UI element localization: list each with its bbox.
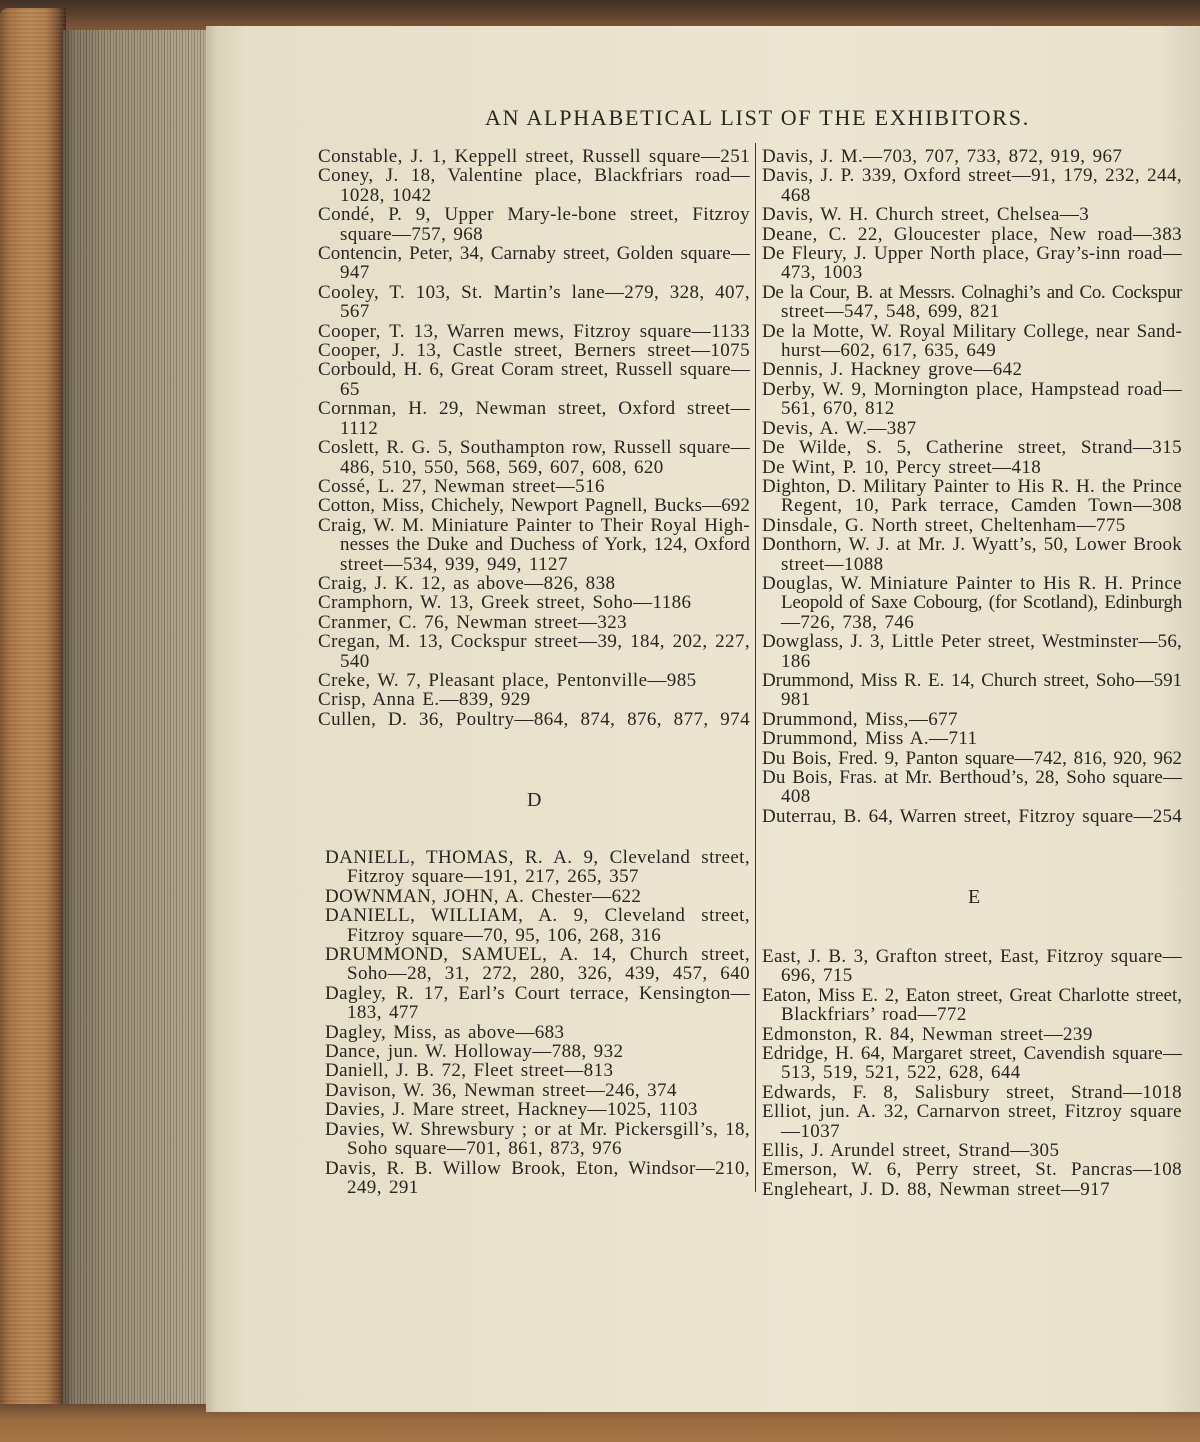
entry-continuation-line: Fitzroy square—191, 217, 265, 357	[347, 866, 639, 888]
exhibitor-entry	[762, 1141, 1182, 1160]
entry-first-line: De Wint, P. 10, Percy street—418	[762, 456, 1042, 478]
entry-continuation-line: Soho—28, 31, 272, 280, 326, 439, 457, 640	[347, 963, 750, 985]
entry-continuation-line: street—547, 548, 699, 821	[781, 301, 1000, 323]
entry-first-line: Cornman, H. 29, Newman street, Oxford street—	[318, 398, 750, 420]
page-heading: AN ALPHABETICAL LIST OF THE EXHIBITORS.	[485, 105, 1030, 130]
exhibitor-entry	[762, 535, 1182, 574]
entry-continuation-line: 473, 1003	[781, 262, 863, 284]
entry-first-line: Cullen, D. 36, Poultry—864, 874, 876, 877, 974	[318, 708, 750, 730]
left-column-section-entries	[325, 848, 750, 1197]
entry-first-line: Du Bois, Fred. 9, Panton square—742, 816, 920, 962	[762, 747, 1182, 769]
entry-first-line: Edmonston, R. 84, Newman street—239	[762, 1023, 1093, 1045]
entry-continuation-line: 947	[340, 262, 370, 284]
exhibitor-entry	[318, 690, 750, 709]
exhibitor-entry	[762, 322, 1182, 361]
exhibitor-entry	[762, 1180, 1182, 1199]
entry-first-line: Craig, J. K. 12, as above—826, 838	[318, 572, 616, 594]
entry-first-line: De la Motte, W. Royal Military College, near Sand-	[762, 320, 1182, 342]
entry-first-line: Cooper, J. 13, Castle street, Berners street—1075	[318, 340, 750, 362]
exhibitor-entry	[318, 399, 750, 438]
entry-first-line: Creke, W. 7, Pleasant place, Pentonville—985	[318, 669, 697, 691]
exhibitor-entry	[318, 613, 750, 632]
entry-first-line: Donthorn, W. J. at Mr. J. Wyatt’s, 50, Lower Brook	[762, 534, 1182, 556]
entry-first-line: Cramphorn, W. 13, Greek street, Soho—1186	[318, 592, 692, 614]
entry-first-line: Ellis, J. Arundel street, Strand—305	[762, 1140, 1060, 1162]
exhibitor-entry	[318, 477, 750, 496]
entry-first-line: Davies, W. Shrewsbury ; or at Mr. Pickersgill’s, 18,	[325, 1118, 750, 1140]
exhibitor-entry	[318, 283, 750, 322]
entry-continuation-line: Leopold of Saxe Cobourg, (for Scotland), Edinburgh	[781, 592, 1182, 614]
exhibitor-entry	[325, 1100, 750, 1119]
exhibitor-entry	[318, 244, 750, 283]
entry-continuation-line: street—534, 939, 949, 1127	[340, 553, 568, 575]
exhibitor-entry	[325, 848, 750, 887]
entry-first-line: Dagley, Miss, as above—683	[325, 1021, 565, 1043]
exhibitor-entry	[762, 516, 1182, 535]
entry-continuation-line: —726, 738, 746	[781, 611, 915, 633]
exhibitor-entry	[325, 1042, 750, 1061]
entry-first-line: Drummond, Miss,—677	[762, 708, 958, 730]
entry-first-line: Cooper, T. 13, Warren mews, Fitzroy square—1133	[318, 320, 750, 342]
exhibitor-entry	[318, 322, 750, 341]
entry-first-line: Edwards, F. 8, Salisbury street, Strand—1018	[762, 1081, 1182, 1103]
exhibitor-entry	[762, 947, 1182, 986]
entry-continuation-line: 696, 715	[781, 965, 853, 987]
exhibitor-entry	[762, 1160, 1182, 1179]
exhibitor-entry	[762, 147, 1182, 166]
entry-first-line: De Wilde, S. 5, Catherine street, Strand—315	[762, 437, 1182, 459]
entry-continuation-line: 65	[340, 378, 360, 400]
entry-first-line: Dagley, R. 17, Earl’s Court terrace, Kensington—	[325, 982, 750, 1004]
entry-continuation-line: 486, 510, 550, 568, 569, 607, 608, 620	[340, 456, 664, 478]
exhibitor-entry	[762, 710, 1182, 729]
entry-first-line: DANIELL, THOMAS, R. A. 9, Cleveland street,	[325, 847, 750, 868]
book-cover-spine-edge	[0, 8, 66, 1434]
entry-continuation-line: Fitzroy square—70, 95, 106, 268, 316	[347, 924, 662, 946]
entry-continuation-line: Soho square—701, 861, 873, 976	[347, 1138, 622, 1160]
entry-first-line: Edridge, H. 64, Margaret street, Cavendish square—	[762, 1043, 1182, 1065]
entry-continuation-line: 1028, 1042	[340, 184, 432, 206]
exhibitor-entry	[762, 225, 1182, 244]
exhibitor-entry	[318, 593, 750, 612]
exhibitor-entry	[762, 1102, 1182, 1141]
exhibitor-entry	[318, 574, 750, 593]
entry-first-line: Davis, W. H. Church street, Chelsea—3	[762, 204, 1090, 226]
entry-first-line: Cregan, M. 13, Cockspur street—39, 184, 202, 227,	[318, 631, 750, 653]
entry-first-line: Cotton, Miss, Chichely, Newport Pagnell, Bucks—692	[318, 495, 750, 517]
entry-first-line: DRUMMOND, SAMUEL, A. 14, Church street,	[325, 944, 750, 966]
exhibitor-entry	[318, 438, 750, 477]
right-column-entries	[762, 147, 1182, 826]
entry-continuation-line: Regent, 10, Park terrace, Camden Town—308	[781, 495, 1182, 517]
entry-continuation-line: 186	[781, 650, 811, 672]
entry-first-line: Duterrau, B. 64, Warren street, Fitzroy square—254	[762, 805, 1182, 827]
exhibitor-entry	[762, 283, 1182, 322]
entry-first-line: Condé, P. 9, Upper Mary-le-bone street, Fitzroy	[318, 204, 750, 226]
entry-first-line: De Fleury, J. Upper North place, Gray’s-inn road—	[762, 243, 1182, 265]
exhibitor-entry	[762, 438, 1182, 457]
entry-first-line: Emerson, W. 6, Perry street, St. Pancras—108	[762, 1159, 1182, 1181]
section-letter-e: E	[968, 886, 981, 908]
entry-first-line: DOWNMAN, JOHN, A. Chester—622	[325, 885, 642, 907]
entry-first-line: Dennis, J. Hackney grove—642	[762, 359, 1023, 381]
exhibitor-entry	[762, 360, 1182, 379]
exhibitor-entry	[318, 205, 750, 244]
exhibitor-entry	[762, 1025, 1182, 1044]
exhibitor-entry	[762, 205, 1182, 224]
entry-continuation-line: 468	[781, 184, 811, 206]
page-block-edges	[62, 30, 212, 1410]
exhibitor-entry	[762, 166, 1182, 205]
exhibitor-entry	[318, 147, 750, 166]
exhibitor-entry	[325, 1120, 750, 1159]
exhibitor-entry	[762, 380, 1182, 419]
entry-first-line: Contencin, Peter, 34, Carnaby street, Golden square—	[318, 243, 750, 265]
entry-first-line: Derby, W. 9, Mornington place, Hampstead road—	[762, 378, 1182, 400]
entry-first-line: DANIELL, WILLIAM, A. 9, Cleveland street,	[325, 905, 750, 927]
entry-first-line: Davis, R. B. Willow Brook, Eton, Windsor—210,	[325, 1157, 750, 1179]
exhibitor-entry	[762, 807, 1182, 826]
exhibitor-entry	[318, 671, 750, 690]
entry-first-line: Eaton, Miss E. 2, Eaton street, Great Charlotte street,	[762, 984, 1182, 1006]
exhibitor-entry	[762, 1083, 1182, 1102]
entry-first-line: Engleheart, J. D. 88, Newman street—917	[762, 1178, 1110, 1200]
exhibitor-entry	[318, 166, 750, 205]
entry-first-line: Davis, J. M.—703, 707, 733, 872, 919, 967	[762, 146, 1123, 167]
exhibitor-entry	[762, 477, 1182, 516]
entry-first-line: Dance, jun. W. Holloway—788, 932	[325, 1041, 624, 1063]
entry-first-line: Dinsdale, G. North street, Cheltenham—775	[762, 514, 1126, 536]
exhibitor-entry	[318, 710, 750, 729]
entry-first-line: Cooley, T. 103, St. Martin’s lane—279, 328, 407,	[318, 281, 750, 303]
exhibitor-entry	[325, 906, 750, 945]
entry-first-line: Constable, J. 1, Keppell street, Russell square—251	[318, 146, 750, 167]
entry-first-line: Corbould, H. 6, Great Coram street, Russell square—	[318, 359, 750, 381]
exhibitor-entry	[325, 1023, 750, 1042]
right-column-section-entries	[762, 947, 1182, 1199]
exhibitor-entry	[762, 632, 1182, 671]
entry-continuation-line: 540	[340, 650, 370, 672]
entry-first-line: Du Bois, Fras. at Mr. Berthoud’s, 28, Soho square—	[762, 767, 1182, 788]
entry-continuation-line: Blackfriars’ road—772	[781, 1004, 967, 1026]
entry-continuation-line: 981	[781, 689, 811, 711]
entry-continuation-line: 1112	[340, 417, 379, 439]
exhibitor-entry	[318, 516, 750, 574]
exhibitor-entry	[762, 671, 1182, 710]
entry-first-line: Crisp, Anna E.—839, 929	[318, 689, 531, 711]
entry-first-line: Coney, J. 18, Valentine place, Blackfriars road—	[318, 165, 750, 187]
entry-first-line: Cossé, L. 27, Newman street—516	[318, 475, 605, 497]
entry-first-line: Drummond, Miss A.—711	[762, 728, 978, 750]
entry-first-line: Cranmer, C. 76, Newman street—323	[318, 611, 628, 633]
left-column-entries	[318, 147, 750, 729]
exhibitor-entry	[762, 749, 1182, 768]
entry-first-line: Elliot, jun. A. 32, Carnarvon street, Fitzroy square	[762, 1101, 1182, 1123]
entry-first-line: Devis, A. W.—387	[762, 417, 917, 439]
exhibitor-entry	[762, 986, 1182, 1025]
exhibitor-entry	[325, 1081, 750, 1100]
exhibitor-entry	[325, 1159, 750, 1198]
exhibitor-entry	[762, 1044, 1182, 1083]
entry-first-line: De la Cour, B. at Messrs. Colnaghi’s and Co. Cockspur	[762, 281, 1182, 303]
exhibitor-entry	[318, 632, 750, 671]
entry-continuation-line: 183, 477	[347, 1002, 419, 1024]
exhibitor-entry	[318, 496, 750, 515]
exhibitor-entry	[762, 419, 1182, 438]
entry-continuation-line: hurst—602, 617, 635, 649	[781, 340, 997, 362]
entry-first-line: Douglas, W. Miniature Painter to His R. H. Prince	[762, 572, 1182, 594]
exhibitor-entry	[318, 341, 750, 360]
exhibitor-entry	[325, 945, 750, 984]
section-letter-d: D	[527, 789, 542, 811]
entry-first-line: Dighton, D. Military Painter to His R. H. the Prince	[762, 475, 1182, 497]
exhibitor-entry	[762, 458, 1182, 477]
entry-continuation-line: —1037	[781, 1120, 840, 1142]
entry-first-line: Davison, W. 36, Newman street—246, 374	[325, 1079, 677, 1101]
entry-continuation-line: 561, 670, 812	[781, 398, 895, 420]
entry-continuation-line: square—757, 968	[340, 223, 484, 245]
exhibitor-entry	[762, 768, 1182, 807]
exhibitor-entry	[762, 244, 1182, 283]
entry-first-line: Davis, J. P. 339, Oxford street—91, 179, 232, 244,	[762, 165, 1182, 187]
exhibitor-entry	[325, 887, 750, 906]
entry-continuation-line: nesses the Duke and Duchess of York, 124, Oxford	[340, 534, 750, 556]
entry-continuation-line: 567	[340, 301, 370, 323]
entry-first-line: Daniell, J. B. 72, Fleet street—813	[325, 1060, 614, 1082]
column-rule	[755, 143, 756, 1192]
exhibitor-entry	[762, 574, 1182, 632]
exhibitor-entry	[325, 1061, 750, 1080]
entry-first-line: Drummond, Miss R. E. 14, Church street, Soho—591	[762, 669, 1182, 691]
exhibitor-entry	[325, 984, 750, 1023]
entry-continuation-line: 513, 519, 521, 522, 628, 644	[781, 1062, 1021, 1084]
entry-first-line: Dowglass, J. 3, Little Peter street, Westminster—56,	[762, 631, 1182, 653]
entry-continuation-line: 408	[781, 786, 811, 808]
exhibitor-entry	[318, 360, 750, 399]
entry-continuation-line: 249, 291	[347, 1176, 419, 1198]
exhibitor-entry	[762, 729, 1182, 748]
entry-first-line: Coslett, R. G. 5, Southampton row, Russell square—	[318, 437, 750, 459]
entry-first-line: Davies, J. Mare street, Hackney—1025, 1103	[325, 1099, 698, 1121]
entry-first-line: Deane, C. 22, Gloucester place, New road—383	[762, 223, 1182, 245]
entry-first-line: East, J. B. 3, Grafton street, East, Fitzroy square—	[762, 946, 1182, 967]
entry-first-line: Craig, W. M. Miniature Painter to Their Royal High-	[318, 514, 750, 536]
entry-continuation-line: street—1088	[781, 553, 884, 575]
